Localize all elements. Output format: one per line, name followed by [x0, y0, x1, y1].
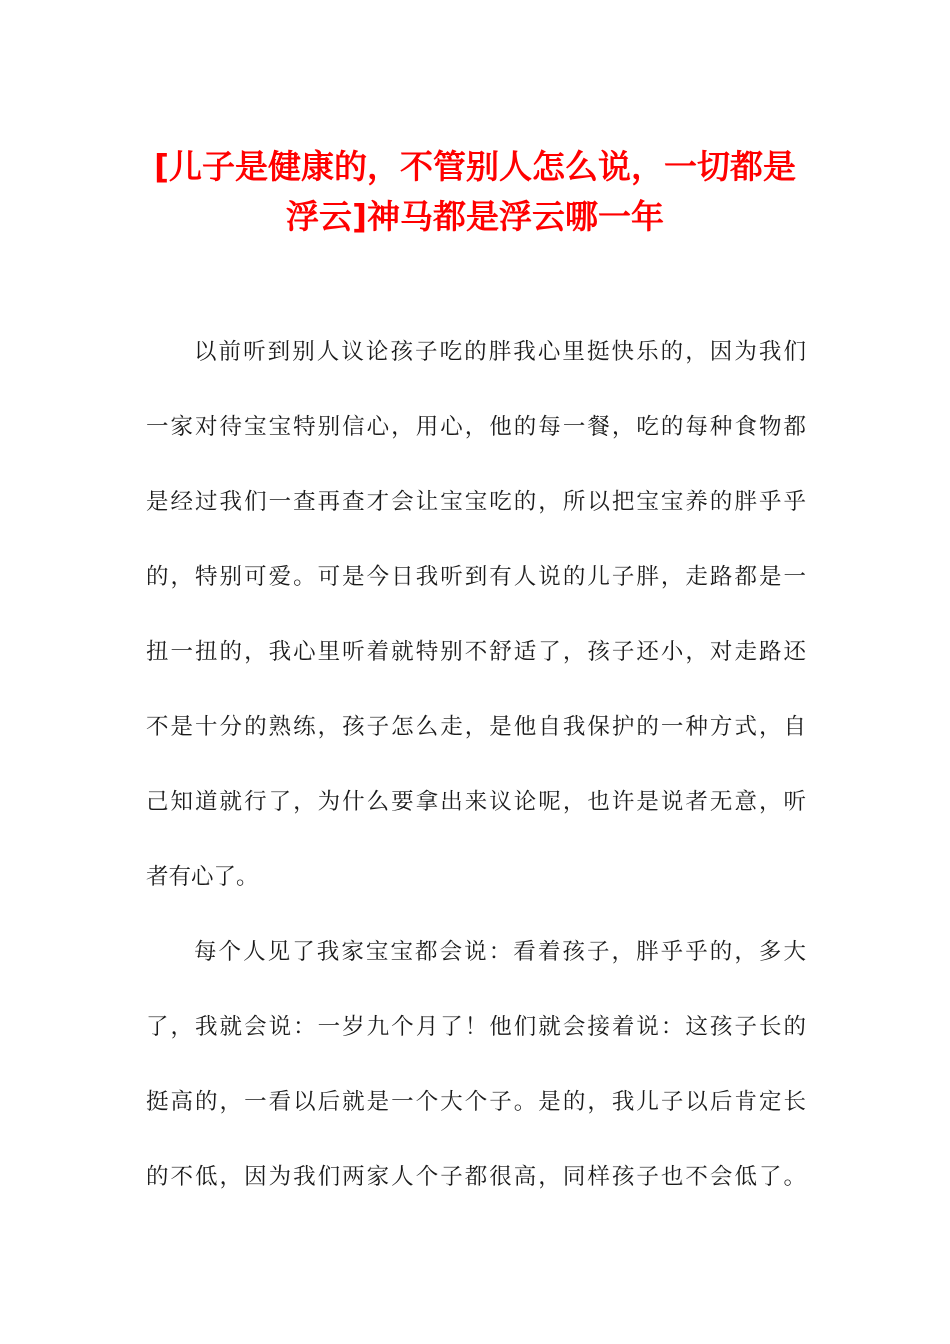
- paragraph-line: 己知道就行了，为什么要拿出来议论呢，也许是说者无意，听: [146, 789, 806, 815]
- paragraph-line: 挺高的，一看以后就是一个大个子。是的，我儿子以后肯定长: [146, 1089, 806, 1115]
- paragraph-line: 每个人见了我家宝宝都会说：看着孩子，胖乎乎的，多大: [194, 939, 806, 965]
- title-line: 浮云]神马都是浮云哪一年: [285, 197, 665, 236]
- paragraph-line: 以前听到别人议论孩子吃的胖我心里挺快乐的，因为我们: [194, 339, 806, 365]
- paragraph: [146, 921, 806, 1221]
- paragraph-line: 的不低，因为我们两家人个子都很高，同样孩子也不会低了。: [146, 1164, 806, 1190]
- paragraph-line: 不是十分的熟练，孩子怎么走，是他自我保护的一种方式，自: [146, 714, 806, 740]
- paragraph-line: 的，特别可爱。可是今日我听到有人说的儿子胖，走路都是一: [146, 564, 806, 590]
- paragraph: [146, 321, 806, 921]
- paragraph-line: 了，我就会说：一岁九个月了！他们就会接着说：这孩子长的: [146, 1014, 806, 1040]
- paragraph-line: 一家对待宝宝特别信心，用心，他的每一餐，吃的每种食物都: [146, 414, 806, 440]
- paragraph-line: 扭一扭的，我心里听着就特别不舒适了，孩子还小，对走路还: [146, 639, 806, 665]
- document-title: [140, 142, 810, 242]
- paragraph-line: 者有心了。: [146, 864, 259, 890]
- document-body: [146, 321, 806, 1221]
- paragraph-line: 是经过我们一查再查才会让宝宝吃的，所以把宝宝养的胖乎乎: [146, 489, 806, 515]
- title-line: [儿子是健康的，不管别人怎么说，一切都是: [153, 147, 797, 186]
